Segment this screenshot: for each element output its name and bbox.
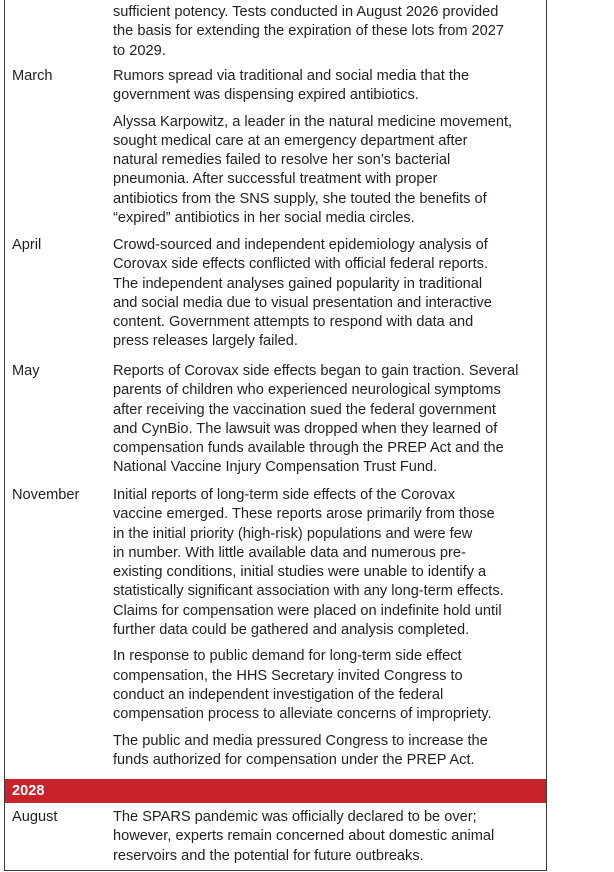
text-line: Crowd-sourced and independent epidemiology analysis of — [113, 237, 488, 253]
text-line: Corovax side effects conflicted with official federal reports. — [113, 256, 489, 273]
paragraph — [113, 67, 541, 106]
text-line: the basis for extending the expiration of these lots from 2027 — [113, 23, 505, 40]
entry-text — [113, 808, 541, 866]
text-line: sought medical care at an emergency department after — [113, 132, 468, 149]
text-line: vaccine emerged. These reports arose primarily from those — [113, 506, 495, 523]
text-line: compensation funds available through the PREP Act and the — [113, 440, 504, 457]
text-line: and CynBio. The lawsuit was dropped when they learned of — [113, 420, 498, 437]
entry-text — [113, 67, 541, 228]
text-line: natural remedies failed to resolve her son’s bacterial — [113, 152, 451, 169]
text-line: National Vaccine Injury Compensation Trust Fund. — [113, 459, 438, 476]
text-line: content. Government attempts to respond with data and — [113, 314, 474, 331]
text-line: compensation process to alleviate concerns of impropriety. — [113, 706, 492, 723]
paragraph — [113, 647, 541, 724]
text-line: The public and media pressured Congress to increase the — [113, 732, 488, 749]
month-label: May — [12, 363, 40, 379]
text-line: in number. With little available data and numerous pre- — [113, 544, 466, 561]
text-line: Claims for compensation were placed on indefinite hold until — [113, 602, 502, 619]
text-line: parents of children who experienced neurological symptoms — [113, 382, 501, 399]
entry-text — [113, 486, 541, 770]
text-line: Rumors spread via traditional and social media that the — [113, 68, 470, 84]
paragraph — [113, 486, 541, 640]
month-label: March — [12, 68, 53, 84]
paragraph — [113, 113, 541, 229]
text-line: statistically significant association with any long-term effects. — [113, 583, 504, 600]
text-line: Alyssa Karpowitz, a leader in the natural medicine movement, — [113, 113, 513, 130]
text-line: Initial reports of long-term side effects of the Corovax — [113, 487, 456, 503]
text-line: antibiotics from the SNS supply, she touted the benefits of — [113, 190, 487, 207]
text-line: pneumonia. After successful treatment with proper — [113, 171, 438, 188]
text-line: reservoirs and the potential for future outbreaks. — [113, 847, 424, 864]
row-divider — [5, 805, 546, 806]
entry-text — [113, 236, 541, 352]
text-line: press releases largely failed. — [113, 333, 298, 350]
year-header-bar — [5, 779, 546, 803]
month-label: April — [12, 237, 42, 253]
text-line: funds authorized for compensation under the PREP Act. — [113, 751, 475, 768]
text-line: The independent analyses gained popularity in traditional — [113, 275, 483, 292]
text-line: “expired” antibiotics in her social media circles. — [113, 210, 415, 227]
timeline-table — [4, 0, 547, 871]
text-line: government was dispensing expired antibiotics. — [113, 87, 419, 104]
text-line: In response to public demand for long-term side effect — [113, 648, 462, 665]
text-line: sufficient potency. Tests conducted in August 2026 provided — [113, 4, 499, 20]
text-line: conduct an independent investigation of the federal — [113, 686, 444, 703]
text-line: after receiving the vaccination sued the federal government — [113, 401, 496, 418]
year-label: 2028 — [12, 783, 45, 799]
text-line: compensation, the HHS Secretary invited Congress to — [113, 667, 463, 684]
text-line: to 2029. — [113, 42, 166, 59]
text-line: in the initial priority (high-risk) populations and were few — [113, 525, 473, 542]
month-label: November — [12, 487, 80, 503]
paragraph — [113, 732, 541, 771]
text-line: further data could be gathered and analysis completed. — [113, 622, 470, 639]
text-line: existing conditions, initial studies were unable to identify a — [113, 564, 487, 581]
text-line: The SPARS pandemic was officially declared to be over; — [113, 809, 477, 825]
text-line: and social media due to visual presentation and interactive — [113, 294, 492, 311]
text-line: however, experts remain concerned about domestic animal — [113, 828, 495, 845]
month-label: August — [12, 809, 58, 825]
entry-text — [113, 362, 541, 478]
text-line: Reports of Corovax side effects began to gain traction. Several — [113, 363, 519, 379]
continuation-text — [113, 3, 541, 61]
